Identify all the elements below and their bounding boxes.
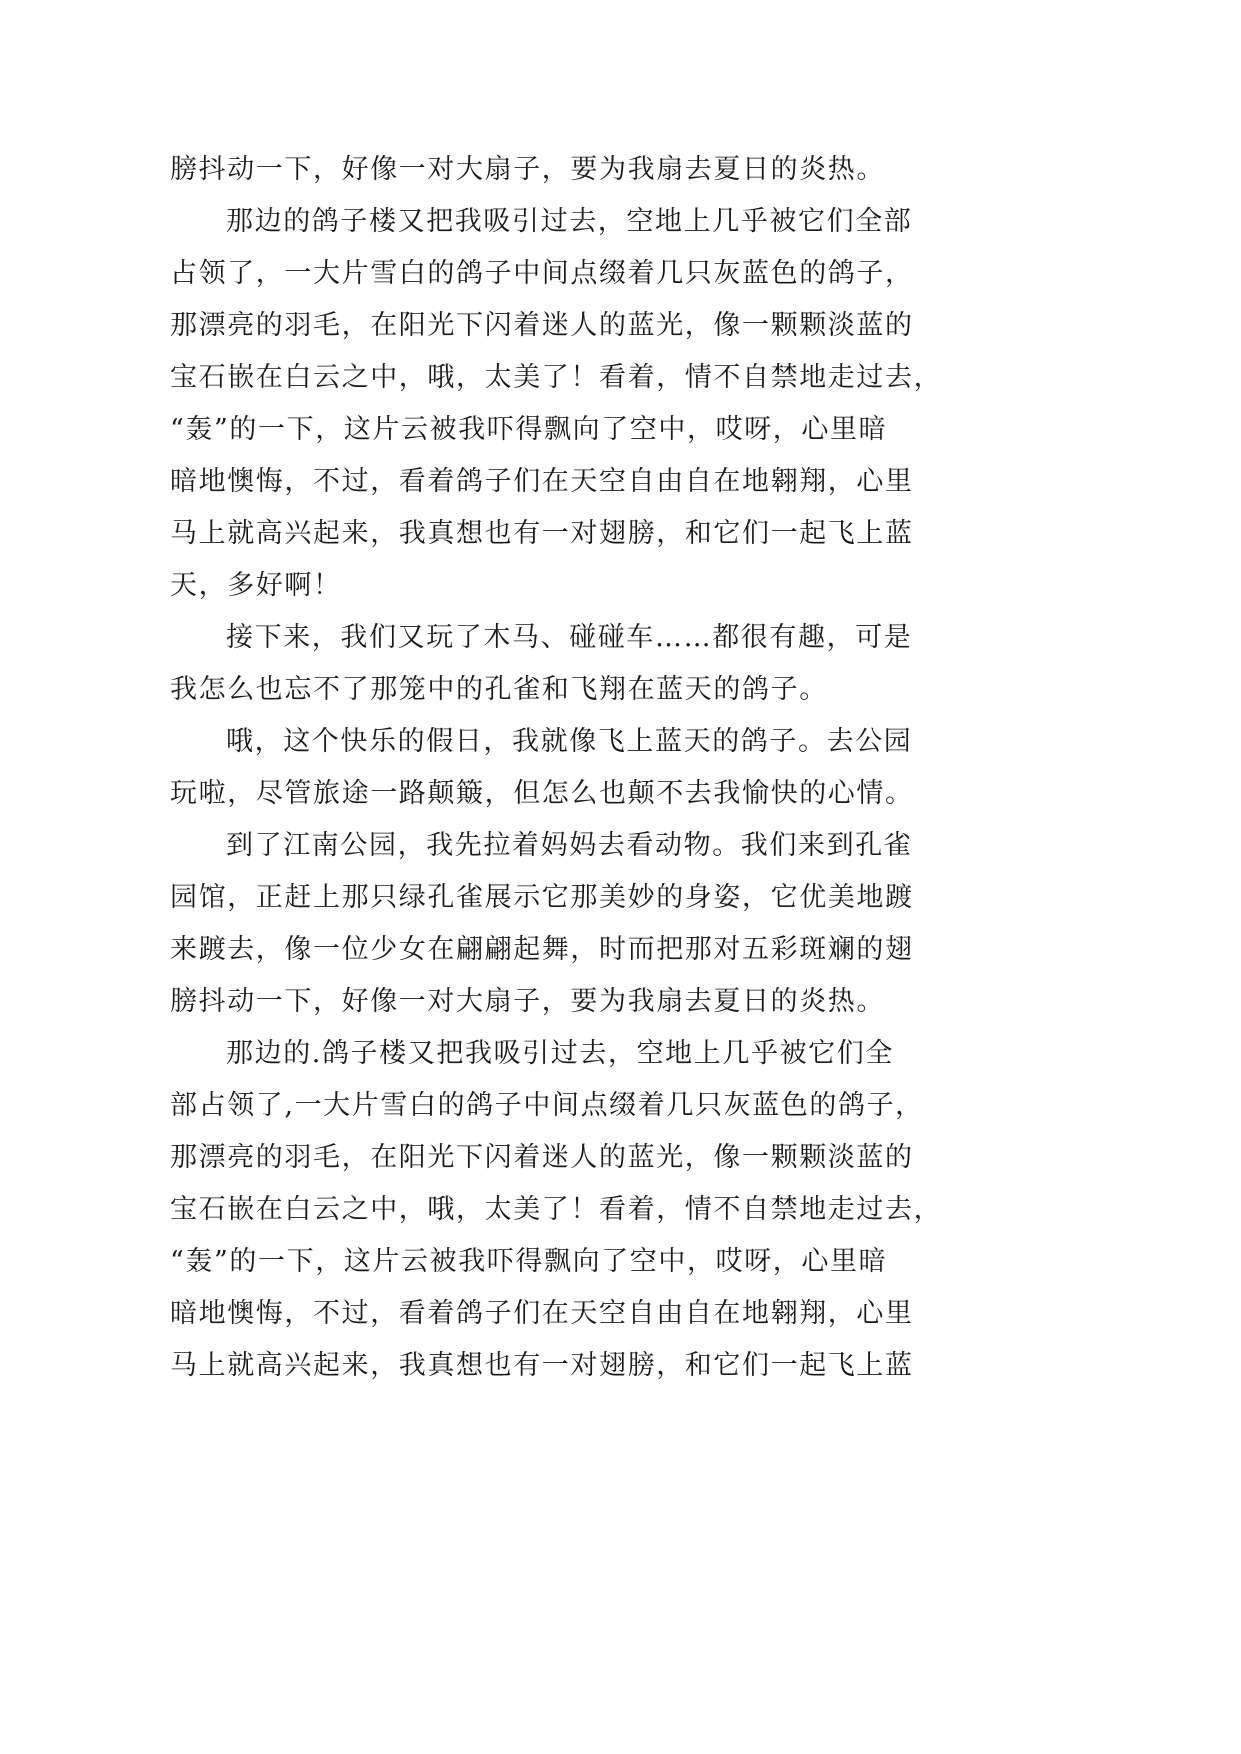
- text-line: 那漂亮的羽毛，在阳光下闪着迷人的蓝光，像一颗颗淡蓝的: [170, 1142, 914, 1173]
- paragraph-start-line: 那边的鸽子楼又把我吸引过去，空地上几乎被它们全部: [226, 206, 913, 237]
- text-line: 暗地懊悔，不过，看着鸽子们在天空自由自在地翱翔，心里: [170, 466, 914, 497]
- paragraph-start-line: 到了江南公园，我先拉着妈妈去看动物。我们来到孔雀: [226, 830, 913, 861]
- paragraph-start-line: 哦，这个快乐的假日，我就像飞上蓝天的鸽子。去公园: [226, 726, 913, 757]
- text-line: “轰”的一下，这片云被我吓得飘向了空中，哎呀，心里暗: [170, 414, 888, 445]
- text-line: 天，多好啊！: [170, 570, 342, 601]
- body-text: [170, 144, 970, 1392]
- paragraph-start-line: 那边的.鸽子楼又把我吸引过去，空地上几乎被它们全: [226, 1038, 894, 1069]
- text-line: 占领了，一大片雪白的鸽子中间点缀着几只灰蓝色的鸽子，: [170, 258, 914, 289]
- text-line: “轰”的一下，这片云被我吓得飘向了空中，哎呀，心里暗: [170, 1246, 888, 1277]
- text-line: 暗地懊悔，不过，看着鸽子们在天空自由自在地翱翔，心里: [170, 1298, 914, 1329]
- text-line: 膀抖动一下，好像一对大扇子，要为我扇去夏日的炎热。: [170, 986, 885, 1017]
- text-line: 宝石嵌在白云之中，哦，太美了！看着，情不自禁地走过去，: [170, 362, 943, 393]
- text-line: 来踱去，像一位少女在翩翩起舞，时而把那对五彩斑斓的翅: [170, 934, 914, 965]
- text-line: 膀抖动一下，好像一对大扇子，要为我扇去夏日的炎热。: [170, 154, 885, 185]
- text-line: 那漂亮的羽毛，在阳光下闪着迷人的蓝光，像一颗颗淡蓝的: [170, 310, 914, 341]
- text-line: 马上就高兴起来，我真想也有一对翅膀，和它们一起飞上蓝: [170, 1350, 914, 1381]
- text-line: 部占领了,一大片雪白的鸽子中间点缀着几只灰蓝色的鸽子，: [170, 1090, 924, 1121]
- text-line: 马上就高兴起来，我真想也有一对翅膀，和它们一起飞上蓝: [170, 518, 914, 549]
- text-line: 玩啦，尽管旅途一路颠簸，但怎么也颠不去我愉快的心情。: [170, 778, 914, 809]
- paragraph-start-line: 接下来，我们又玩了木马、碰碰车……都很有趣，可是: [226, 622, 913, 653]
- text-line: 园馆，正赶上那只绿孔雀展示它那美妙的身姿，它优美地踱: [170, 882, 914, 913]
- text-line: 我怎么也忘不了那笼中的孔雀和飞翔在蓝天的鸽子。: [170, 674, 828, 705]
- text-line: 宝石嵌在白云之中，哦，太美了！看着，情不自禁地走过去，: [170, 1194, 943, 1225]
